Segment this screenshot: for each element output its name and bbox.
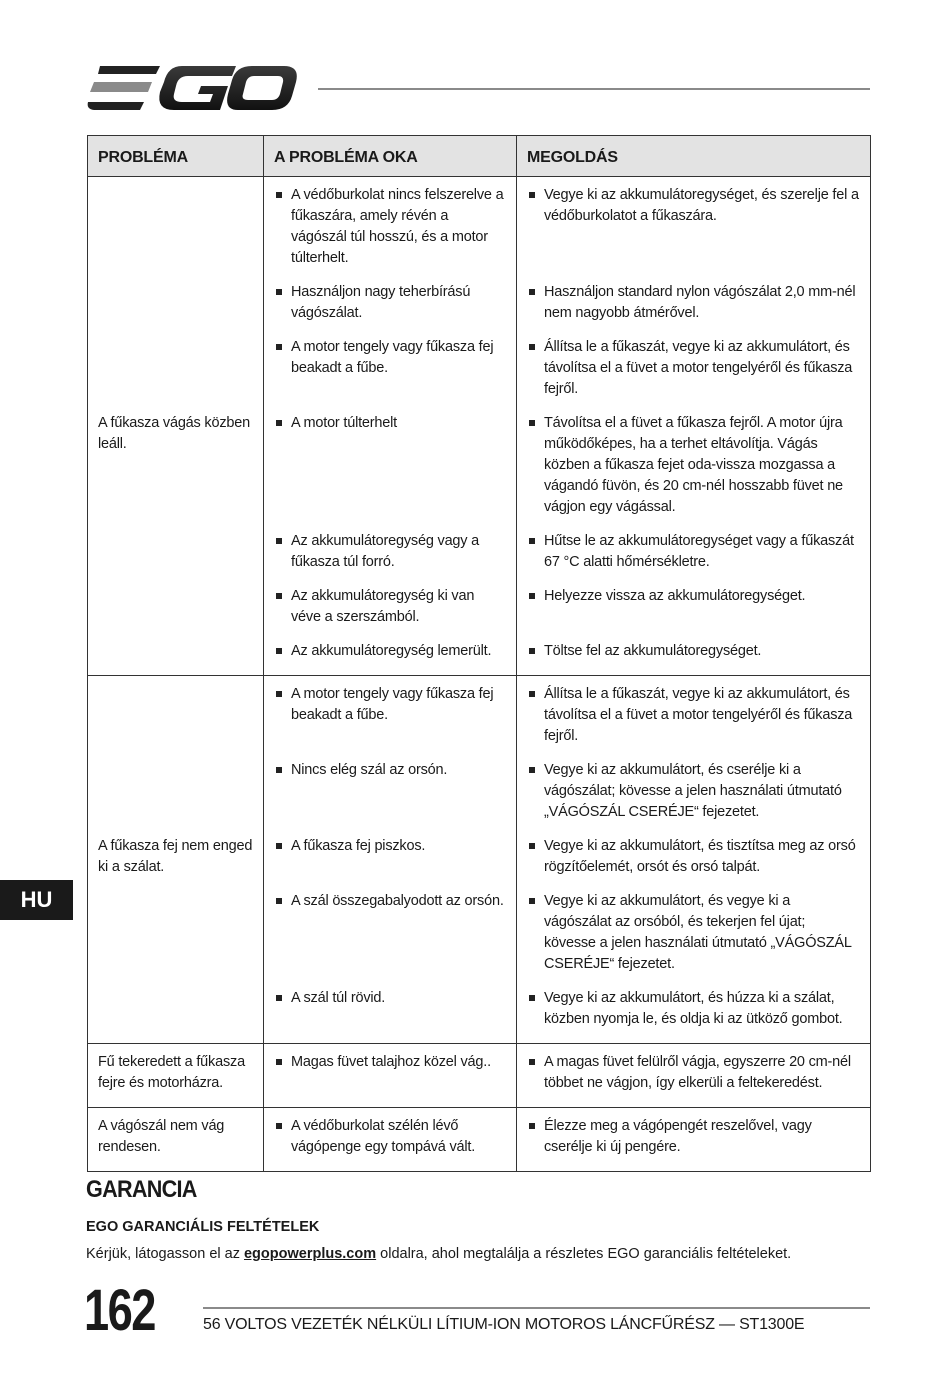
cause-item <box>274 337 506 392</box>
bullet-icon <box>529 843 535 849</box>
bullet-icon <box>276 538 282 544</box>
ego-logo <box>86 64 298 112</box>
footer-rule <box>203 1307 870 1309</box>
cause-item <box>274 531 506 586</box>
solution-item <box>527 413 860 531</box>
bullet-icon <box>276 843 282 849</box>
solution-item <box>527 531 860 586</box>
solution-cell <box>517 641 871 676</box>
cause-text: A motor tengely vagy fűkasza fej beakadt a fűbe. <box>291 686 494 723</box>
cause-text: Az akkumulátoregység lemerült. <box>291 643 492 659</box>
cause-cell <box>264 836 517 891</box>
solution-cell <box>517 413 871 531</box>
cause-cell <box>264 988 517 1044</box>
cause-item <box>274 988 506 1022</box>
table-row <box>88 1044 871 1108</box>
cause-item <box>274 1116 506 1171</box>
header-problem: PROBLÉMA <box>88 136 264 177</box>
cause-item <box>274 641 506 675</box>
bullet-icon <box>529 538 535 544</box>
cause-cell <box>264 413 517 531</box>
solution-text: Használjon standard nylon vágószálat 2,0 mm-nél nem nagyobb átmérővel. <box>544 284 856 321</box>
bullet-icon <box>529 767 535 773</box>
bullet-icon <box>529 420 535 426</box>
solution-item <box>527 641 860 675</box>
table-row <box>88 413 871 531</box>
bullet-icon <box>276 593 282 599</box>
bullet-icon <box>529 192 535 198</box>
solution-text: Vegye ki az akkumulátort, és vegye ki a vágószálat az orsóból, és tekerjen fel újat; kövesse a jelen használati útmutató „VÁGÓSZÁL CSERÉJE“ fejezetet. <box>544 893 852 972</box>
problem-cell <box>88 836 264 891</box>
bullet-icon <box>276 420 282 426</box>
cause-cell <box>264 531 517 586</box>
bullet-icon <box>529 593 535 599</box>
bullet-icon <box>529 648 535 654</box>
problem-text: A fűkasza fej nem enged ki a szálat. <box>98 838 253 875</box>
cause-text: Nincs elég szál az orsón. <box>291 762 448 778</box>
solution-item <box>527 988 860 1043</box>
solution-text: Hűtse le az akkumulátoregységet vagy a fűkaszát 67 °C alatti hőmérsékletre. <box>544 533 854 570</box>
solution-text: Vegye ki az akkumulátort, és cserélje ki a vágószálat; kövesse a jelen használati útmutató „VÁGÓSZÁL CSERÉJE“ fejezetet. <box>544 762 842 820</box>
problem-text: A vágószál nem vág rendesen. <box>98 1118 225 1155</box>
cause-text: A védőburkolat szélén lévő vágópenge egy tompává vált. <box>291 1118 476 1155</box>
solution-text: Vegye ki az akkumulátort, és tisztítsa meg az orsó rögzítőelemét, orsót és orsó talpát. <box>544 838 856 875</box>
warranty-text-after: oldalra, ahol megtalálja a részletes EGO garanciális feltételeket. <box>376 1246 792 1262</box>
solution-cell <box>517 891 871 988</box>
problem-text: A fűkasza vágás közben leáll. <box>98 415 250 452</box>
solution-cell <box>517 531 871 586</box>
cause-cell <box>264 891 517 988</box>
cause-cell <box>264 760 517 836</box>
table-row <box>88 531 871 586</box>
header-solution: MEGOLDÁS <box>517 136 871 177</box>
table-row <box>88 760 871 836</box>
solution-cell <box>517 337 871 413</box>
problem-cell <box>88 891 264 988</box>
cause-item <box>274 185 506 282</box>
solution-text: Vegye ki az akkumulátort, és húzza ki a szálat, közben nyomja le, és oldja ki az ütköző gombot. <box>544 990 843 1027</box>
bullet-icon <box>529 691 535 697</box>
solution-cell <box>517 282 871 337</box>
bullet-icon <box>529 898 535 904</box>
table-row <box>88 891 871 988</box>
solution-text: Állítsa le a fűkaszát, vegye ki az akkumulátort, és távolítsa el a füvet a motor tengelyéről és fűkasza fejről. <box>544 339 853 397</box>
cause-text: Az akkumulátoregység vagy a fűkasza túl forró. <box>291 533 480 570</box>
table-row <box>88 1108 871 1172</box>
cause-cell <box>264 337 517 413</box>
cause-text: A motor tengely vagy fűkasza fej beakadt a fűbe. <box>291 339 494 376</box>
solution-text: Vegye ki az akkumulátoregységet, és szerelje fel a védőburkolatot a fűkaszára. <box>544 187 859 224</box>
solution-item <box>527 760 860 836</box>
header-cause: A PROBLÉMA OKA <box>264 136 517 177</box>
table-row <box>88 641 871 676</box>
header-rule <box>318 88 870 90</box>
warranty-link[interactable]: egopowerplus.com <box>243 1246 377 1262</box>
cause-item <box>274 760 506 794</box>
solution-item <box>527 1052 860 1107</box>
warranty-title: GARANCIA <box>86 1176 197 1203</box>
page-number: 162 <box>84 1278 155 1343</box>
problem-cell <box>88 988 264 1044</box>
bullet-icon <box>276 289 282 295</box>
cause-text: A szál összegabalyodott az orsón. <box>291 893 504 909</box>
warranty-subtitle: EGO GARANCIÁLIS FELTÉTELEK <box>86 1219 320 1235</box>
solution-item <box>527 684 860 760</box>
cause-cell <box>264 177 517 283</box>
warranty-text <box>86 1246 791 1262</box>
solution-item <box>527 185 860 240</box>
troubleshooting-table <box>87 135 871 1172</box>
solution-text: Töltse fel az akkumulátoregységet. <box>544 643 762 659</box>
problem-cell <box>88 337 264 413</box>
solution-item <box>527 586 860 620</box>
solution-item <box>527 1116 860 1171</box>
problem-text: Fű tekeredett a fűkasza fejre és motorházra. <box>98 1054 245 1091</box>
solution-cell <box>517 676 871 761</box>
bullet-icon <box>276 691 282 697</box>
problem-cell <box>88 1108 264 1172</box>
solution-cell <box>517 836 871 891</box>
problem-cell <box>88 676 264 761</box>
solution-text: Állítsa le a fűkaszát, vegye ki az akkumulátort, és távolítsa el a füvet a motor tengelyéről és fűkasza fejről. <box>544 686 853 744</box>
bullet-icon <box>276 1123 282 1129</box>
cause-cell <box>264 586 517 641</box>
cause-item <box>274 282 506 337</box>
cause-item <box>274 684 506 739</box>
cause-item <box>274 413 506 447</box>
problem-cell <box>88 760 264 836</box>
problem-cell <box>88 177 264 283</box>
cause-item <box>274 836 506 870</box>
cause-item <box>274 891 506 925</box>
table-row <box>88 282 871 337</box>
cause-text: A szál túl rövid. <box>291 990 386 1006</box>
solution-cell <box>517 1108 871 1172</box>
cause-cell <box>264 1108 517 1172</box>
solution-item <box>527 891 860 988</box>
solution-cell <box>517 988 871 1044</box>
cause-cell <box>264 641 517 676</box>
solution-item <box>527 282 860 337</box>
solution-cell <box>517 586 871 641</box>
solution-text: Élezze meg a vágópengét reszelővel, vagy cserélje ki új pengére. <box>544 1118 812 1155</box>
cause-cell <box>264 282 517 337</box>
table-row <box>88 836 871 891</box>
bullet-icon <box>276 648 282 654</box>
table-row <box>88 177 871 283</box>
solution-item <box>527 337 860 413</box>
solution-text: A magas füvet felülről vágja, egyszerre 20 cm-nél többet ne vágjon, így elkerüli a feltekeredést. <box>544 1054 851 1091</box>
solution-cell <box>517 760 871 836</box>
bullet-icon <box>276 192 282 198</box>
table-row <box>88 988 871 1044</box>
solution-text: Helyezze vissza az akkumulátoregységet. <box>544 588 806 604</box>
problem-cell <box>88 586 264 641</box>
table-row <box>88 337 871 413</box>
warranty-text-before: Kérjük, látogasson el az <box>86 1246 244 1262</box>
bullet-icon <box>276 344 282 350</box>
solution-text: Távolítsa el a füvet a fűkasza fejről. A motor újra működőképes, ha a terhet eltávolítja. Vágás közben a fűkasza fejet oda-vissza mozgassa a vágandó füvön, és 20 cm-nél hosszabb füvet ne vágjon egy vágással. <box>544 415 843 515</box>
bullet-icon <box>529 1123 535 1129</box>
cause-text: Magas füvet talajhoz közel vág.. <box>291 1054 491 1070</box>
bullet-icon <box>529 995 535 1001</box>
bullet-icon <box>276 995 282 1001</box>
cause-text: A motor túlterhelt <box>291 415 398 431</box>
cause-cell <box>264 676 517 761</box>
bullet-icon <box>276 1059 282 1065</box>
table-row <box>88 586 871 641</box>
language-tab: HU <box>0 880 73 920</box>
bullet-icon <box>529 344 535 350</box>
problem-cell <box>88 282 264 337</box>
cause-text: A fűkasza fej piszkos. <box>291 838 426 854</box>
problem-cell <box>88 641 264 676</box>
bullet-icon <box>529 1059 535 1065</box>
problem-cell <box>88 1044 264 1108</box>
bullet-icon <box>529 289 535 295</box>
bullet-icon <box>276 898 282 904</box>
problem-cell <box>88 531 264 586</box>
bullet-icon <box>276 767 282 773</box>
cause-text: A védőburkolat nincs felszerelve a fűkaszára, amely révén a vágószál túl hosszú, és a motor túlterhelt. <box>291 187 504 266</box>
cause-item <box>274 586 506 641</box>
table-row <box>88 676 871 761</box>
cause-cell <box>264 1044 517 1108</box>
solution-item <box>527 836 860 891</box>
cause-item <box>274 1052 506 1086</box>
solution-cell <box>517 1044 871 1108</box>
cause-text: Használjon nagy teherbírású vágószálat. <box>291 284 471 321</box>
cause-text: Az akkumulátoregység ki van véve a szerszámból. <box>291 588 475 625</box>
problem-cell <box>88 413 264 531</box>
footer-title: 56 VOLTOS VEZETÉK NÉLKÜLI LÍTIUM-ION MOTOROS LÁNCFŰRÉSZ — ST1300E <box>203 1316 805 1333</box>
solution-cell <box>517 177 871 283</box>
